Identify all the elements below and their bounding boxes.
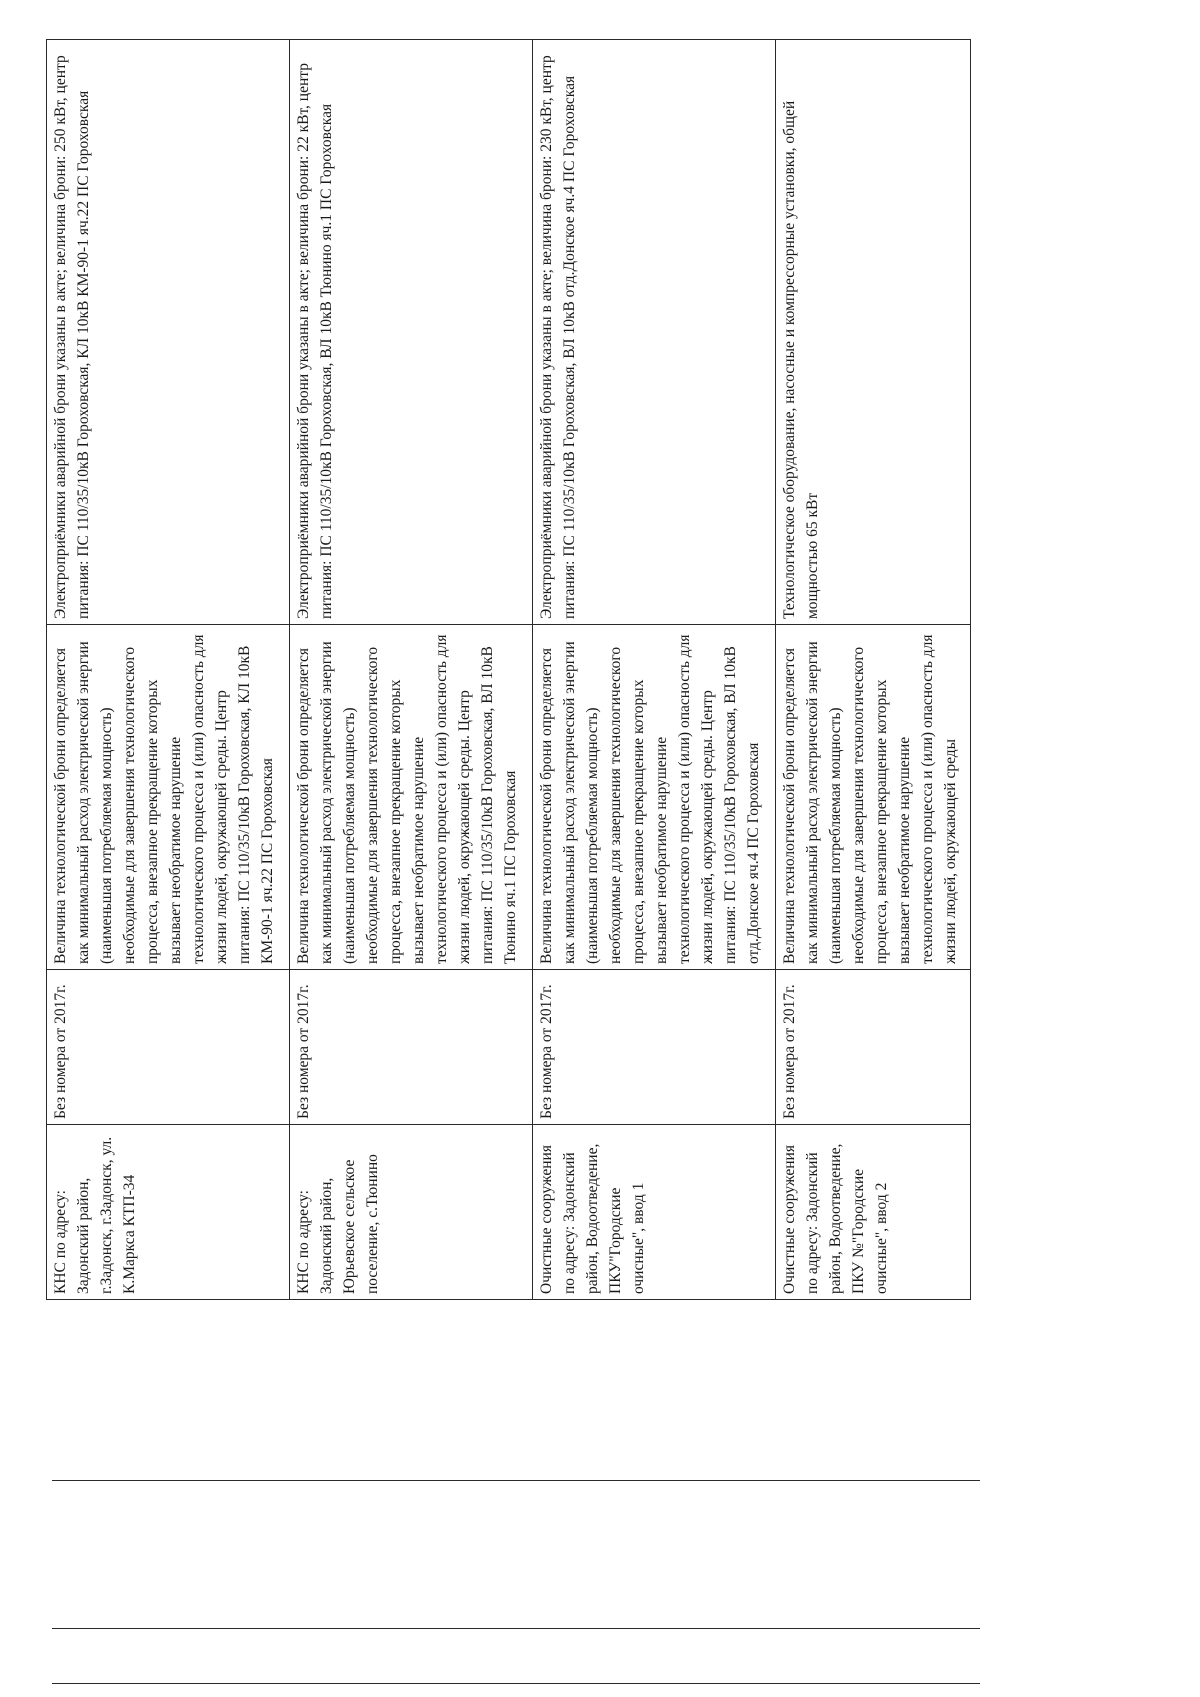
act-cell: Без номера от 2017г.	[289, 970, 532, 1125]
emergency-reserve-cell: Электроприёмники аварийной брони указаны в акте; величина брони: 230 кВт, центр питания: ПС 110/35/10кВ Гороховская, ВЛ 10кВ отд.Донское яч.4 ПС Гороховская	[532, 40, 775, 625]
tech-reserve-cell: Величина технологической брони определяется как минимальный расход электрической энергии (наименьшая потребляемая мощность) необходимые для завершения технологического процесса, внезапное прекращение которых вызывает необратимое нарушение технологического процесса и (или) опасность для жизни людей, окружающей среды	[775, 625, 970, 970]
rotated-table-container	[46, 40, 971, 1300]
table-row	[775, 40, 970, 1300]
object-cell: Очистные сооружения по адресу: Задонский район, Водоотведение, ПКУ"Городские очисные", ввод 1	[532, 1125, 775, 1300]
blank-rule-line	[52, 1628, 980, 1629]
emergency-reserve-cell: Электроприёмники аварийной брони указаны в акте; величина брони: 250 кВт, центр питания: ПС 110/35/10кВ Гороховская, КЛ 10кВ КМ-90-1 яч.22 ПС Гороховская	[47, 40, 290, 625]
emergency-reserve-cell: Электроприёмники аварийной брони указаны в акте; величина брони: 22 кВт, центр питания: ПС 110/35/10кВ Гороховская, ВЛ 10кВ Тюнино яч.1 ПС Гороховская	[289, 40, 532, 625]
act-cell: Без номера от 2017г.	[47, 970, 290, 1125]
blank-rule-line	[52, 1683, 980, 1684]
tech-reserve-cell: Величина технологической брони определяется как минимальный расход электрической энергии (наименьшая потребляемая мощность) необходимые для завершения технологического процесса, внезапное прекращение которых вызывает необратимое нарушение технологического процесса и (или) опасность для жизни людей, окружающей среды. Центр питания: ПС 110/35/10кВ Гороховская, КЛ 10кВ КМ-90-1 яч.22 ПС Гороховская	[47, 625, 290, 970]
act-cell: Без номера от 2017г.	[532, 970, 775, 1125]
reservation-table	[46, 39, 971, 1300]
table-row	[289, 40, 532, 1300]
table-row	[532, 40, 775, 1300]
object-cell: КНС по адресу: Задонский район, г.Задонск, г.Задонск, ул. К.Маркса КТП-34	[47, 1125, 290, 1300]
emergency-reserve-cell: Технологическое оборудование, насосные и компрессорные установки, общей мощностью 65 кВт	[775, 40, 970, 625]
object-cell: КНС по адресу: Задонский район, Юрьевское сельское поселение, с.Тюнино	[289, 1125, 532, 1300]
blank-rule-line	[52, 1480, 980, 1481]
act-cell: Без номера от 2017г.	[775, 970, 970, 1125]
table-row	[47, 40, 290, 1300]
tech-reserve-cell: Величина технологической брони определяется как минимальный расход электрической энергии (наименьшая потребляемая мощность) необходимые для завершения технологического процесса, внезапное прекращение которых вызывает необратимое нарушение технологического процесса и (или) опасность для жизни людей, окружающей среды. Центр питания: ПС 110/35/10кВ Гороховская, ВЛ 10кВ Тюнино яч.1 ПС Гороховская	[289, 625, 532, 970]
object-cell: Очистные сооружения по адресу: Задонский район, Водоотведение, ПКУ №"Городские очисные", ввод 2	[775, 1125, 970, 1300]
tech-reserve-cell: Величина технологической брони определяется как минимальный расход электрической энергии (наименьшая потребляемая мощность) необходимые для завершения технологического процесса, внезапное прекращение которых вызывает необратимое нарушение технологического процесса и (или) опасность для жизни людей, окружающей среды. Центр питания: ПС 110/35/10кВ Гороховская, ВЛ 10кВ отд.Донское яч.4 ПС Гороховская	[532, 625, 775, 970]
